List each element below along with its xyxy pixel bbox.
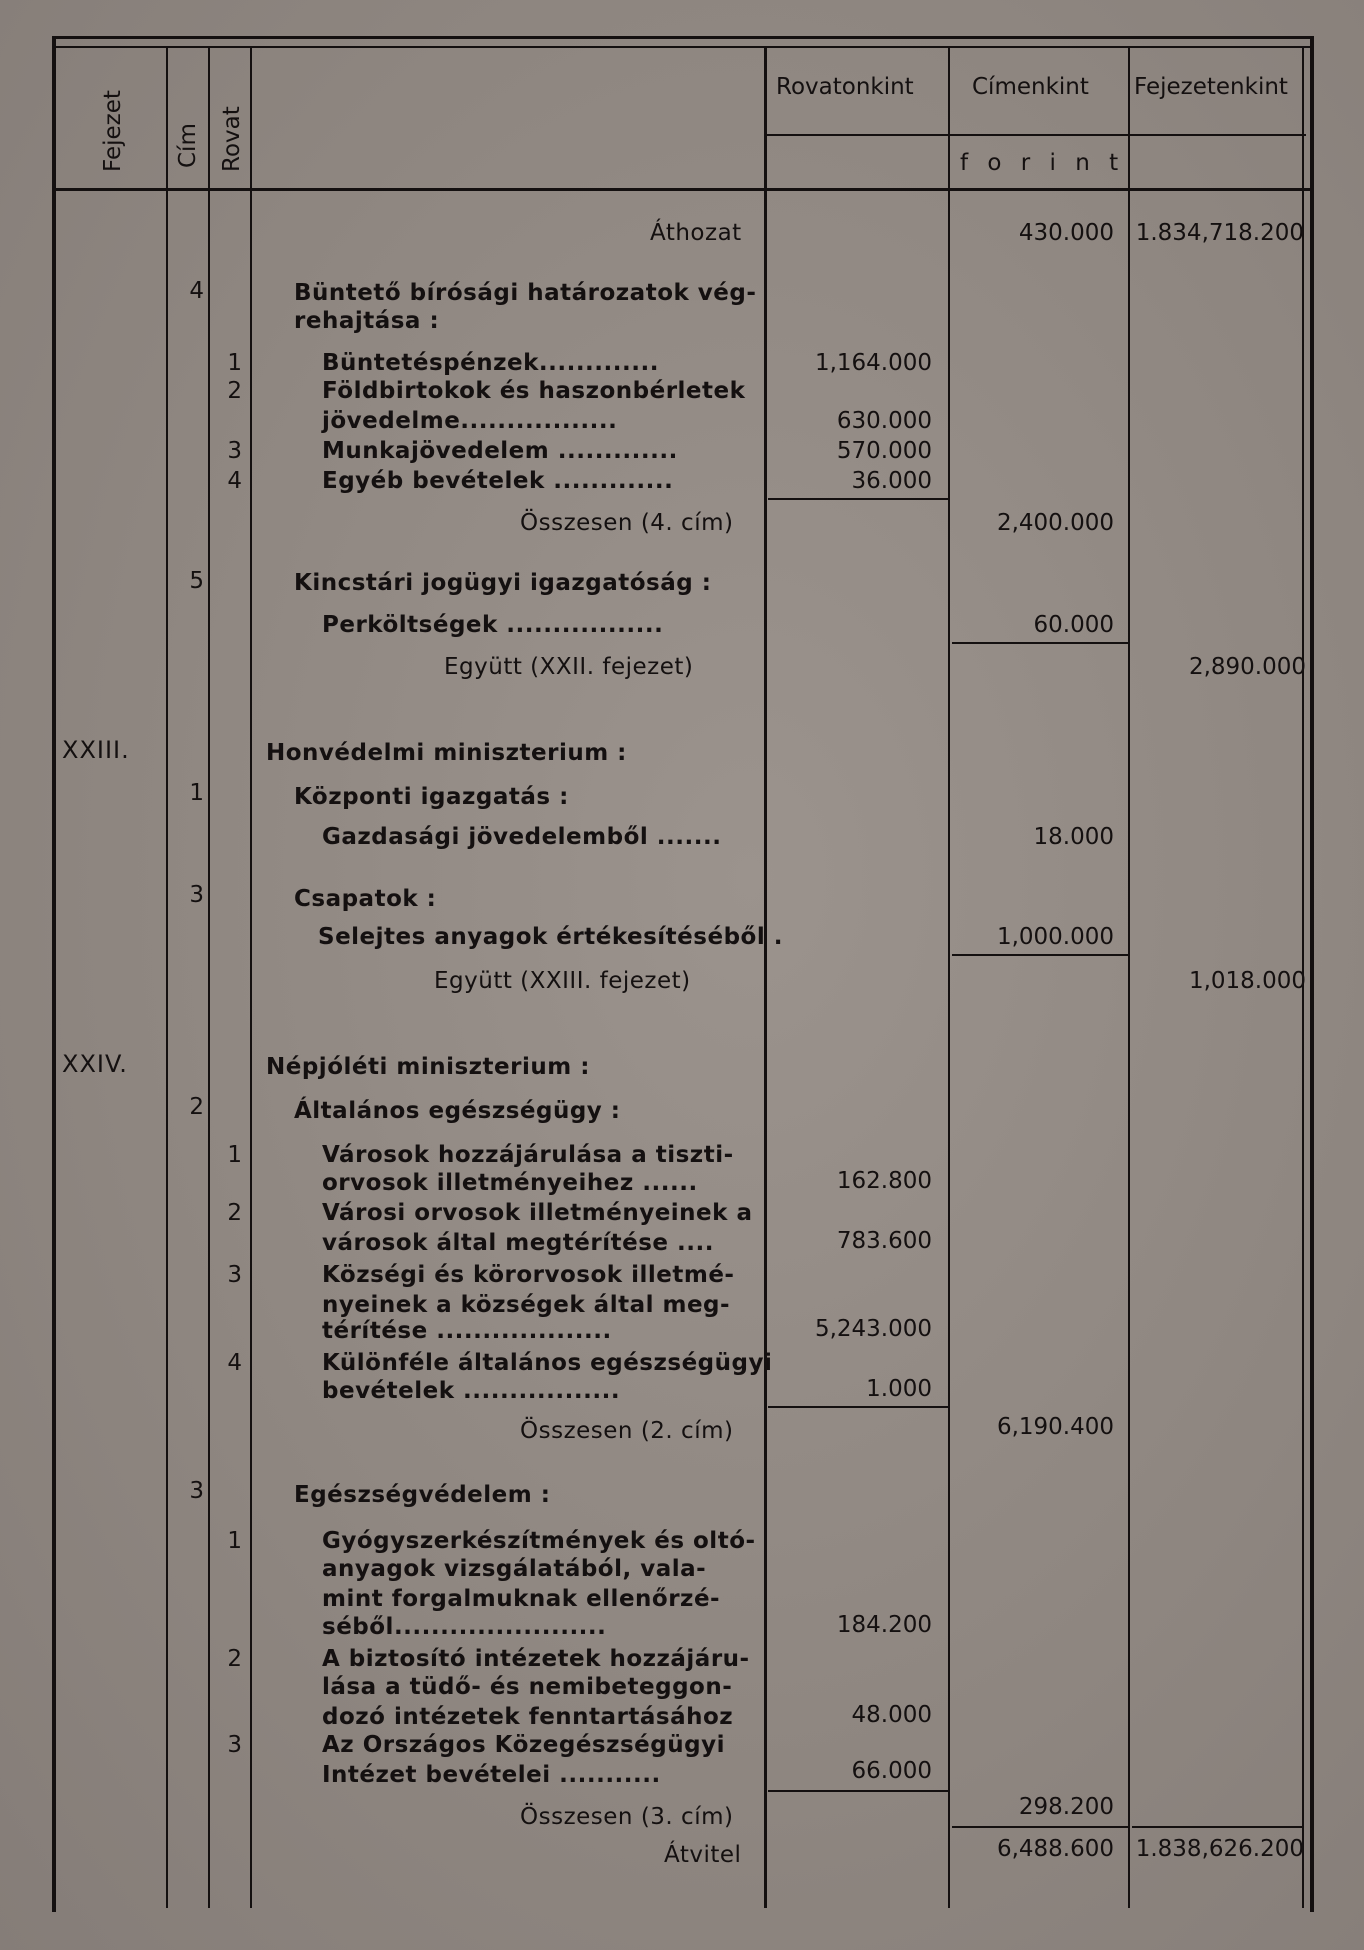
cim23-1-num: 1 — [189, 780, 204, 806]
header-fejezetenkint: Fejezetenkint — [1134, 74, 1288, 100]
r4-3-value: 570.000 — [836, 438, 932, 464]
r23-3-value: 1,000.000 — [996, 924, 1114, 950]
ossz4-value: 2,400.000 — [996, 510, 1114, 536]
r23-1-value: 18.000 — [1033, 824, 1114, 850]
header-mid-rule — [766, 134, 1306, 136]
fej23-roman: XXIII. — [62, 736, 130, 764]
r24-3-3-num: 3 — [227, 1732, 242, 1758]
divider-text — [250, 48, 252, 1908]
r24-2-1-value: 162.800 — [836, 1168, 932, 1194]
cim5-title: Kincstári jogügyi igazgatóság : — [294, 570, 712, 596]
r4-3-label: Munkajövedelem ............. — [322, 438, 678, 464]
r24-3-2-label-1: A biztosító intézetek hozzájáru- — [322, 1646, 750, 1672]
cim24-2-title: Általános egészségügy : — [294, 1098, 621, 1124]
r24-2-4-label-1: Különféle általános egészségügyi — [322, 1350, 773, 1376]
ossz24-2-label: Összesen (2. cím) — [520, 1418, 734, 1444]
r24-2-3-num: 3 — [227, 1262, 242, 1288]
r4-2-label-1: Földbirtokok és haszonbérletek — [322, 378, 746, 404]
r4-3-num: 3 — [227, 438, 242, 464]
r4-4-value: 36.000 — [851, 468, 932, 494]
athozat-fejezetenkint: 1.834,718.200 — [1135, 220, 1304, 246]
subtotal-rule-4 — [768, 498, 948, 500]
athozat-cimenkint: 430.000 — [1018, 220, 1114, 246]
header-currency: f o r i n t — [960, 150, 1125, 176]
ossz24-3-label: Összesen (3. cím) — [520, 1804, 734, 1830]
divider-cim — [166, 48, 168, 1908]
cim24-2-num: 2 — [189, 1094, 204, 1120]
r24-3-1-label-3: mint forgalmuknak ellenőrzé- — [322, 1586, 721, 1612]
r24-2-1-label-2: orvosok illetményeihez ...... — [322, 1170, 698, 1196]
divider-fejezetenkint — [1128, 48, 1130, 1908]
ossz24-2-value: 6,190.400 — [996, 1414, 1114, 1440]
fej23-title: Honvédelmi miniszterium : — [266, 740, 627, 766]
ossz24-3-value: 298.200 — [1018, 1794, 1114, 1820]
cim24-3-title: Egészségvédelem : — [294, 1482, 551, 1508]
r23-1-label: Gazdasági jövedelemből ....... — [322, 824, 722, 850]
divider-cimenkint — [948, 48, 950, 1908]
cim23-3-num: 3 — [189, 882, 204, 908]
atvitel-label: Átvitel — [664, 1842, 742, 1868]
egyutt22-label: Együtt (XXII. fejezet) — [444, 654, 694, 680]
athozat-label: Áthozat — [650, 220, 742, 246]
r24-3-1-label-1: Gyógyszerkészítmények és oltó- — [322, 1528, 756, 1554]
egyutt22-value: 2,890.000 — [1188, 654, 1306, 680]
r24-2-2-num: 2 — [227, 1200, 242, 1226]
egyutt23-label: Együtt (XXIII. fejezet) — [434, 968, 691, 994]
r24-2-2-value: 783.600 — [836, 1228, 932, 1254]
r24-3-3-label-2: Intézet bevételei ........... — [322, 1762, 661, 1788]
r4-4-label: Egyéb bevételek ............. — [322, 468, 674, 494]
r5-1-value: 60.000 — [1033, 612, 1114, 638]
fej24-roman: XXIV. — [62, 1050, 128, 1078]
r24-3-2-label-3: dozó intézetek fenntartásához — [322, 1704, 734, 1730]
header-cim: Cím — [175, 123, 201, 168]
r24-2-2-label-1: Városi orvosok illetményeinek a — [322, 1200, 753, 1226]
subtotal-rule-5 — [952, 642, 1128, 644]
header-rovat: Rovat — [219, 106, 245, 172]
cim5-num: 5 — [189, 568, 204, 594]
r24-3-3-value: 66.000 — [851, 1758, 932, 1784]
r24-3-2-num: 2 — [227, 1646, 242, 1672]
r4-4-num: 4 — [227, 468, 242, 494]
r24-3-2-value: 48.000 — [851, 1702, 932, 1728]
r5-1-label: Perköltségek ................. — [322, 612, 664, 638]
r24-2-1-label-1: Városok hozzájárulása a tiszti- — [322, 1142, 734, 1168]
header-rovatonkint: Rovatonkint — [776, 74, 914, 100]
subtotal-rule-24-2 — [768, 1406, 948, 1408]
subtotal-rule-24-3 — [768, 1790, 948, 1792]
r24-2-1-num: 1 — [227, 1142, 242, 1168]
r24-3-1-value: 184.200 — [836, 1612, 932, 1638]
cim4-num: 4 — [189, 278, 204, 304]
r4-1-num: 1 — [227, 350, 242, 376]
r24-2-4-label-2: bevételek ................. — [322, 1378, 621, 1404]
r24-2-4-value: 1.000 — [866, 1376, 932, 1402]
header-fejezet: Fejezet — [100, 90, 126, 172]
atvitel-fejezetenkint: 1.838,626.200 — [1135, 1836, 1304, 1862]
r24-2-3-value: 5,243.000 — [814, 1316, 932, 1342]
r24-3-2-label-2: lása a tüdő- és nemibeteggon- — [322, 1674, 733, 1700]
r4-2-num: 2 — [227, 378, 242, 404]
subtotal-rule-23 — [952, 954, 1128, 956]
r4-1-label: Büntetéspénzek............. — [322, 350, 659, 376]
total-rule-cimenkint — [952, 1826, 1128, 1828]
atvitel-cimenkint: 6,488.600 — [996, 1836, 1114, 1862]
header-bottom-rule — [56, 188, 1312, 191]
divider-rovat — [208, 48, 210, 1908]
r24-2-3-label-2: nyeinek a községek által meg- — [322, 1292, 731, 1318]
r24-2-2-label-2: városok által megtérítése .... — [322, 1230, 714, 1256]
r4-2-value: 630.000 — [836, 408, 932, 434]
cim24-3-num: 3 — [189, 1478, 204, 1504]
header-cimenkint: Címenkint — [972, 74, 1089, 100]
r24-2-4-num: 4 — [227, 1350, 242, 1376]
r4-2-label-2: jövedelme................. — [322, 408, 618, 434]
cim4-title-1: Büntető bírósági határozatok vég- — [294, 280, 757, 306]
r23-3-label: Selejtes anyagok értékesítéséből . — [318, 924, 783, 950]
cim23-1-title: Központi igazgatás : — [294, 784, 569, 810]
cim23-3-title: Csapatok : — [294, 886, 437, 912]
total-rule-fejezetenkint — [1132, 1826, 1302, 1828]
egyutt23-value: 1,018.000 — [1188, 968, 1306, 994]
r4-1-value: 1,164.000 — [814, 350, 932, 376]
r24-2-3-label-3: térítése ................... — [322, 1318, 612, 1344]
cim4-title-2: rehajtása : — [294, 308, 440, 334]
r24-3-1-label-4: séből....................... — [322, 1614, 607, 1640]
divider-rovatonkint — [764, 48, 767, 1908]
r24-2-3-label-1: Községi és körorvosok illetmé- — [322, 1262, 735, 1288]
r24-3-1-num: 1 — [227, 1528, 242, 1554]
r24-3-3-label-1: Az Országos Közegészségügyi — [322, 1732, 725, 1758]
header-top-rule — [56, 46, 1312, 48]
ossz4-label: Összesen (4. cím) — [520, 510, 734, 536]
r24-3-1-label-2: anyagok vizsgálatából, vala- — [322, 1556, 707, 1582]
fej24-title: Népjóléti miniszterium : — [266, 1054, 590, 1080]
